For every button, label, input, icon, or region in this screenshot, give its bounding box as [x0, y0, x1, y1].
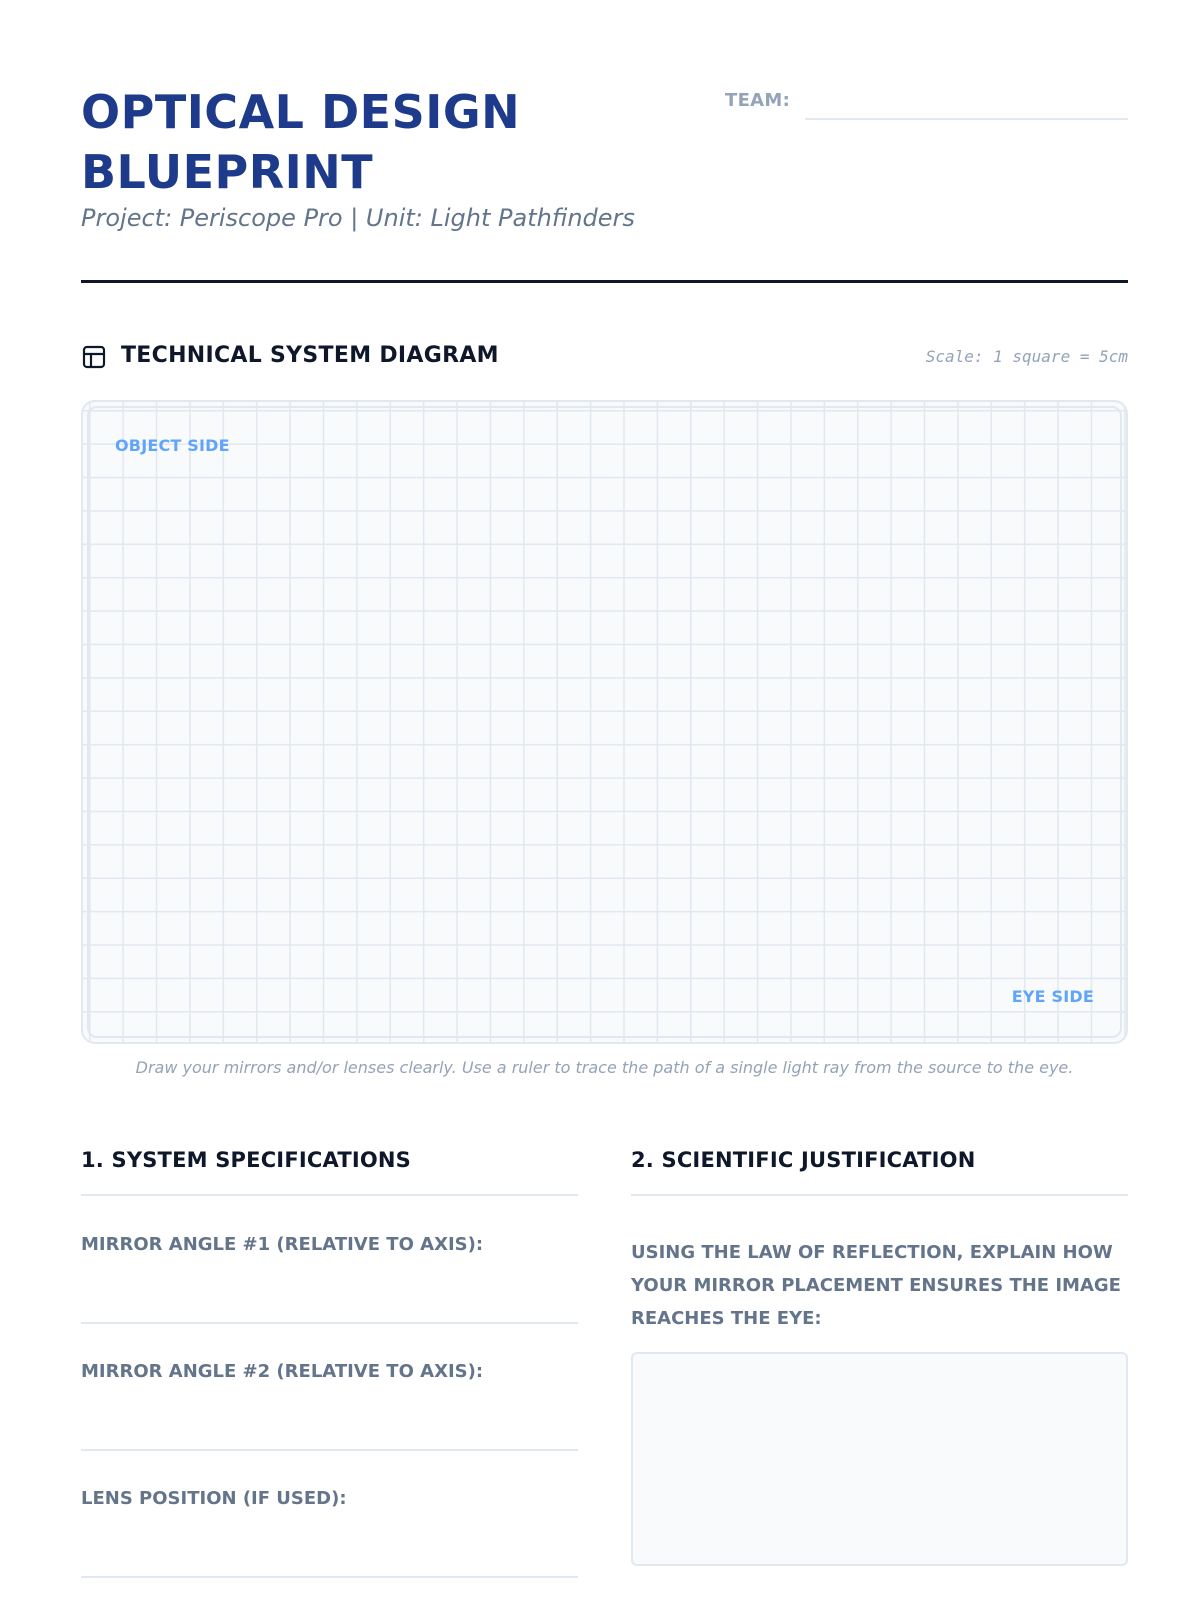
page-title: [81, 82, 681, 202]
drawing-grid-inner-border: [87, 406, 1122, 1038]
eye-side-label: EYE SIDE: [1011, 987, 1094, 1006]
lens-position-input[interactable]: [81, 1576, 578, 1578]
drawing-grid[interactable]: [81, 400, 1128, 1044]
title-line-1: OPTICAL DESIGN: [81, 85, 521, 139]
justification-title: 2. SCIENTIFIC JUSTIFICATION: [631, 1148, 976, 1172]
team-label: TEAM:: [725, 90, 791, 111]
diagram-caption: Draw your mirrors and/or lenses clearly. Use a ruler to trace the path of a single light ray from the source to the eye.: [135, 1058, 1074, 1077]
lens-position-label: LENS POSITION (IF USED):: [81, 1488, 347, 1509]
diagram-section-title: TECHNICAL SYSTEM DIAGRAM: [121, 343, 499, 368]
justification-divider: [631, 1194, 1128, 1196]
header: [81, 82, 1128, 282]
object-side-label: OBJECT SIDE: [115, 436, 230, 455]
justification-answer-box[interactable]: [631, 1352, 1128, 1566]
title-line-2: BLUEPRINT: [81, 145, 374, 199]
scale-note: Scale: 1 square = 5cm: [925, 347, 1128, 366]
layout-icon: [81, 344, 107, 370]
mirror-angle-1-label: MIRROR ANGLE #1 (RELATIVE TO AXIS):: [81, 1234, 484, 1255]
page-subtitle: Project: Periscope Pro | Unit: Light Pathfinders: [81, 204, 635, 232]
mirror-angle-2-label: MIRROR ANGLE #2 (RELATIVE TO AXIS):: [81, 1361, 484, 1382]
header-divider: [81, 280, 1128, 283]
team-input-line[interactable]: [805, 118, 1128, 120]
specifications-divider: [81, 1194, 578, 1196]
mirror-angle-2-input[interactable]: [81, 1449, 578, 1451]
diagram-section-header: [81, 338, 1128, 374]
justification-prompt: USING THE LAW OF REFLECTION, EXPLAIN HOW YOUR MIRROR PLACEMENT ENSURES THE IMAGE REACHES THE EYE:: [631, 1242, 1121, 1329]
mirror-angle-1-input[interactable]: [81, 1322, 578, 1324]
specifications-title: 1. SYSTEM SPECIFICATIONS: [81, 1148, 412, 1172]
team-field: [725, 88, 1128, 122]
